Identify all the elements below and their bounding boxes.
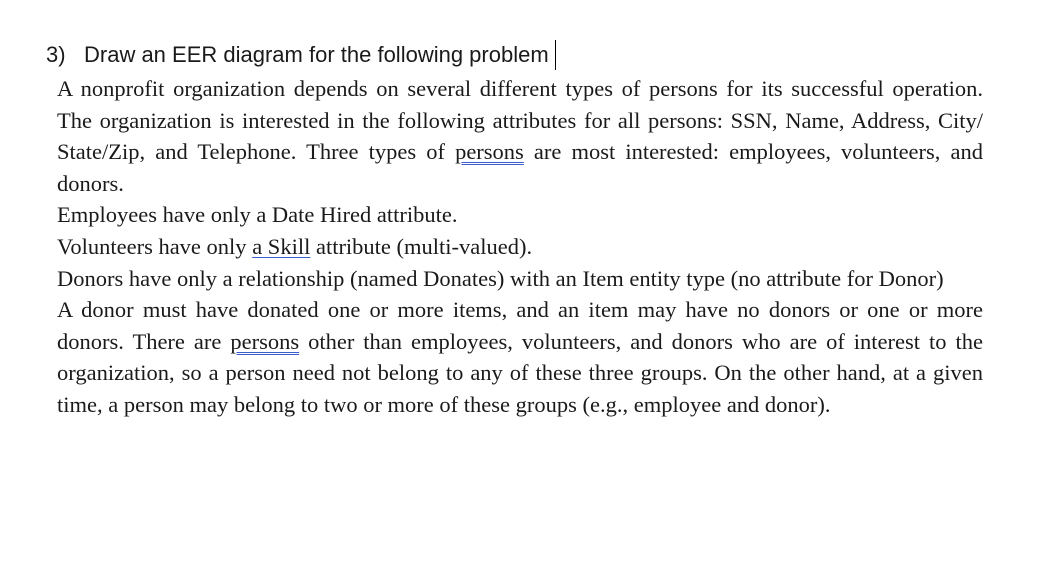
paragraph-text: attribute (multi-valued).	[310, 233, 533, 259]
proofing-flagged-phrase[interactable]: a Skill	[252, 233, 311, 259]
paragraph-text: Volunteers have only	[57, 233, 253, 259]
problem-text	[57, 73, 983, 421]
paragraph-text: are most interested: employees, volunteers, and donors.	[57, 139, 983, 196]
paragraph-employees: Employees have only a Date Hired attribute.	[57, 202, 458, 228]
paragraph-text: A nonprofit organization depends on several different types of persons for its successful operation. The organization is interested in the following attributes for all persons: SSN, Name, Address, City/ State/Zip, and Telephone. Three types of	[57, 76, 983, 165]
paragraph-constraints	[57, 294, 983, 420]
proofing-flagged-word[interactable]: persons	[230, 328, 300, 354]
paragraph-persons-attributes	[57, 73, 983, 199]
question-heading	[46, 40, 556, 70]
paragraph-volunteers	[57, 231, 983, 263]
paragraph-text: A donor must have donated one or more items, and an item may have no donors or one or more donors. There are	[57, 297, 983, 354]
paragraph-donors: Donors have only a relationship (named Donates) with an Item entity type (no attribute for Donor)	[57, 265, 944, 291]
question-title: Draw an EER diagram for the following problem	[84, 42, 549, 67]
proofing-flagged-word[interactable]: persons	[455, 139, 524, 165]
paragraph-text: other than employees, volunteers, and donors who are of interest to the organization, so a person need not belong to any of these three groups. On the other hand, at a given time, a person may belong to two or more of these groups (e.g., employee and donor).	[57, 328, 983, 417]
text-cursor[interactable]	[555, 40, 556, 70]
question-number: 3)	[46, 42, 66, 67]
